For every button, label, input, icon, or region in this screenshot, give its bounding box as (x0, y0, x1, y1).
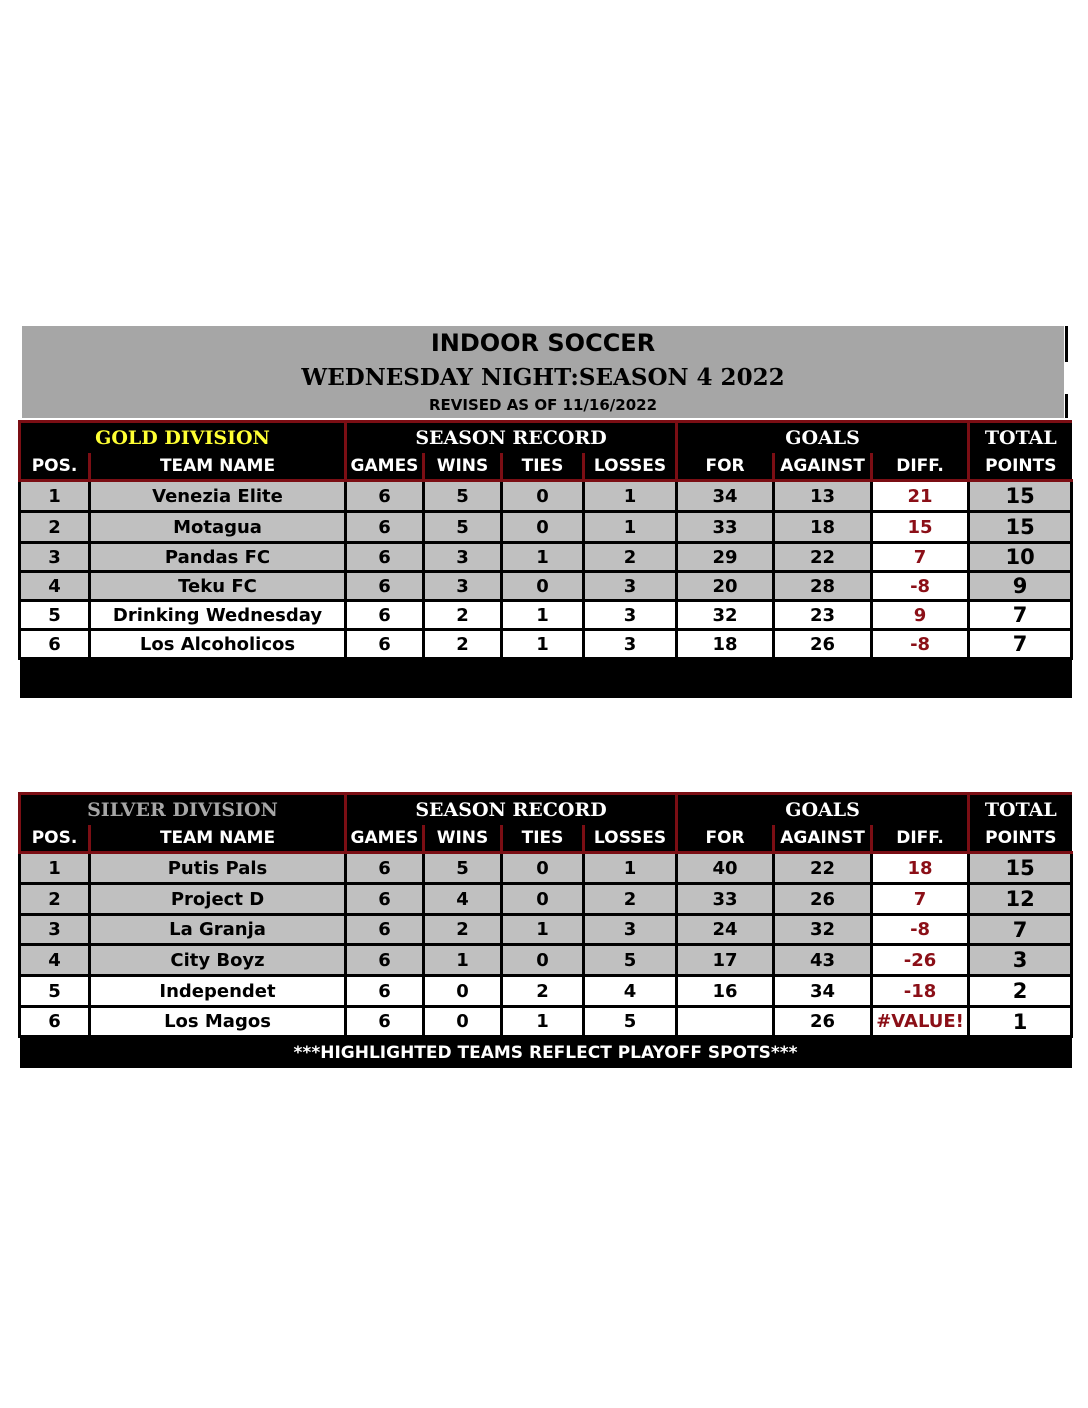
ties-cell: 0 (502, 945, 584, 976)
table-row (20, 1007, 1072, 1037)
goals-for-cell: 18 (677, 630, 774, 659)
wins-cell: 2 (424, 630, 502, 659)
goals-against-cell: 18 (774, 512, 872, 543)
footer-row (20, 1037, 1072, 1069)
pos-cell: 4 (20, 572, 90, 601)
column-header-row (20, 825, 1072, 853)
total-label: TOTAL (969, 422, 1072, 454)
table-row (20, 884, 1072, 915)
games-cell: 6 (346, 572, 424, 601)
team-name-cell: La Granja (90, 915, 346, 945)
col-for: FOR (677, 825, 774, 853)
goals-for-cell: 32 (677, 601, 774, 630)
col-against: AGAINST (774, 825, 872, 853)
losses-cell: 5 (584, 1007, 677, 1037)
goals-for-cell: 40 (677, 853, 774, 884)
points-cell: 10 (969, 543, 1072, 572)
goals-for-cell: 29 (677, 543, 774, 572)
losses-cell: 3 (584, 630, 677, 659)
losses-cell: 2 (584, 884, 677, 915)
silver-rows (20, 853, 1072, 1037)
col-wins: WINS (424, 453, 502, 481)
table-row (20, 512, 1072, 543)
group-header-row (20, 422, 1072, 454)
total-label: TOTAL (969, 794, 1072, 826)
losses-cell: 5 (584, 945, 677, 976)
pos-cell: 4 (20, 945, 90, 976)
points-cell: 7 (969, 601, 1072, 630)
goal-diff-cell: 9 (872, 601, 969, 630)
team-name-cell: City Boyz (90, 945, 346, 976)
goals-for-cell: 24 (677, 915, 774, 945)
goals-against-cell: 34 (774, 976, 872, 1007)
goal-diff-cell: -18 (872, 976, 969, 1007)
table-row (20, 543, 1072, 572)
table-row (20, 976, 1072, 1007)
table-row (20, 481, 1072, 512)
col-ties: TIES (502, 825, 584, 853)
pos-cell: 3 (20, 915, 90, 945)
page-title: INDOOR SOCCER (430, 329, 656, 357)
goal-diff-cell: 7 (872, 884, 969, 915)
filler-bar (20, 659, 1072, 699)
goal-diff-cell: 18 (872, 853, 969, 884)
filler-cell (20, 659, 1072, 699)
games-cell: 6 (346, 630, 424, 659)
col-wins: WINS (424, 825, 502, 853)
table-row (20, 572, 1072, 601)
points-cell: 15 (969, 481, 1072, 512)
group-header-row (20, 794, 1072, 826)
team-name-cell: Project D (90, 884, 346, 915)
wins-cell: 5 (424, 481, 502, 512)
pos-cell: 2 (20, 512, 90, 543)
pos-cell: 1 (20, 481, 90, 512)
wins-cell: 2 (424, 601, 502, 630)
table-row (20, 945, 1072, 976)
goals-for-cell: 33 (677, 884, 774, 915)
silver-division-table (18, 792, 1073, 1068)
col-pos: POS. (20, 453, 90, 481)
wins-cell: 4 (424, 884, 502, 915)
games-cell: 6 (346, 915, 424, 945)
column-header-row (20, 453, 1072, 481)
pos-cell: 1 (20, 853, 90, 884)
wins-cell: 5 (424, 512, 502, 543)
col-against: AGAINST (774, 453, 872, 481)
points-cell: 9 (969, 572, 1072, 601)
goal-diff-cell: -8 (872, 915, 969, 945)
points-cell: 7 (969, 915, 1072, 945)
goals-for-cell: 17 (677, 945, 774, 976)
wins-cell: 0 (424, 976, 502, 1007)
goals-against-cell: 23 (774, 601, 872, 630)
games-cell: 6 (346, 853, 424, 884)
table-row (20, 915, 1072, 945)
losses-cell: 2 (584, 543, 677, 572)
games-cell: 6 (346, 976, 424, 1007)
team-name-cell: Venezia Elite (90, 481, 346, 512)
goal-diff-cell: 15 (872, 512, 969, 543)
goal-diff-cell: #VALUE! (872, 1007, 969, 1037)
goals-against-cell: 28 (774, 572, 872, 601)
col-games: GAMES (346, 453, 424, 481)
wins-cell: 0 (424, 1007, 502, 1037)
season-record-label: SEASON RECORD (346, 422, 677, 454)
playoff-note: ***HIGHLIGHTED TEAMS REFLECT PLAYOFF SPOTS*** (20, 1037, 1072, 1069)
wins-cell: 5 (424, 853, 502, 884)
losses-cell: 1 (584, 481, 677, 512)
goals-for-cell: 33 (677, 512, 774, 543)
losses-cell: 3 (584, 601, 677, 630)
losses-cell: 3 (584, 572, 677, 601)
losses-cell: 4 (584, 976, 677, 1007)
goals-against-cell: 26 (774, 630, 872, 659)
pos-cell: 6 (20, 630, 90, 659)
games-cell: 6 (346, 481, 424, 512)
pos-cell: 5 (20, 601, 90, 630)
team-name-cell: Pandas FC (90, 543, 346, 572)
games-cell: 6 (346, 543, 424, 572)
season-record-label: SEASON RECORD (346, 794, 677, 826)
col-for: FOR (677, 453, 774, 481)
ties-cell: 2 (502, 976, 584, 1007)
col-team-name: TEAM NAME (90, 453, 346, 481)
ties-cell: 0 (502, 884, 584, 915)
points-cell: 15 (969, 853, 1072, 884)
pos-cell: 5 (20, 976, 90, 1007)
ties-cell: 1 (502, 915, 584, 945)
goal-diff-cell: 7 (872, 543, 969, 572)
table-row (20, 630, 1072, 659)
team-name-cell: Putis Pals (90, 853, 346, 884)
goals-against-cell: 32 (774, 915, 872, 945)
col-team-name: TEAM NAME (90, 825, 346, 853)
goals-for-cell: 20 (677, 572, 774, 601)
games-cell: 6 (346, 512, 424, 543)
col-games: GAMES (346, 825, 424, 853)
ties-cell: 0 (502, 853, 584, 884)
col-losses: LOSSES (584, 825, 677, 853)
team-name-cell: Teku FC (90, 572, 346, 601)
wins-cell: 1 (424, 945, 502, 976)
wins-cell: 3 (424, 543, 502, 572)
goals-label: GOALS (677, 422, 969, 454)
goals-against-cell: 26 (774, 1007, 872, 1037)
goals-for-cell: 34 (677, 481, 774, 512)
table-row (20, 853, 1072, 884)
points-cell: 12 (969, 884, 1072, 915)
division-title: SILVER DIVISION (20, 794, 346, 826)
goal-diff-cell: -26 (872, 945, 969, 976)
division-title: GOLD DIVISION (20, 422, 346, 454)
ties-cell: 0 (502, 481, 584, 512)
col-ties: TIES (502, 453, 584, 481)
points-cell: 1 (969, 1007, 1072, 1037)
col-pos: POS. (20, 825, 90, 853)
ties-cell: 1 (502, 601, 584, 630)
col-points: POINTS (969, 453, 1072, 481)
wins-cell: 3 (424, 572, 502, 601)
ties-cell: 1 (502, 543, 584, 572)
ties-cell: 0 (502, 512, 584, 543)
banner-edge (1065, 394, 1068, 418)
banner-edge (1065, 326, 1068, 362)
pos-cell: 6 (20, 1007, 90, 1037)
goals-label: GOALS (677, 794, 969, 826)
pos-cell: 3 (20, 543, 90, 572)
goal-diff-cell: -8 (872, 630, 969, 659)
goals-against-cell: 22 (774, 543, 872, 572)
goals-against-cell: 43 (774, 945, 872, 976)
team-name-cell: Motagua (90, 512, 346, 543)
goals-against-cell: 26 (774, 884, 872, 915)
col-diff: DIFF. (872, 825, 969, 853)
col-diff: DIFF. (872, 453, 969, 481)
losses-cell: 3 (584, 915, 677, 945)
games-cell: 6 (346, 884, 424, 915)
points-cell: 3 (969, 945, 1072, 976)
gold-division-table (18, 420, 1073, 698)
revised-date: REVISED AS OF 11/16/2022 (428, 396, 658, 414)
title-banner (22, 326, 1064, 418)
losses-cell: 1 (584, 853, 677, 884)
points-cell: 2 (969, 976, 1072, 1007)
ties-cell: 1 (502, 630, 584, 659)
points-cell: 15 (969, 512, 1072, 543)
col-points: POINTS (969, 825, 1072, 853)
team-name-cell: Los Alcoholicos (90, 630, 346, 659)
goals-against-cell: 22 (774, 853, 872, 884)
col-losses: LOSSES (584, 453, 677, 481)
goals-against-cell: 13 (774, 481, 872, 512)
goal-diff-cell: 21 (872, 481, 969, 512)
wins-cell: 2 (424, 915, 502, 945)
goal-diff-cell: -8 (872, 572, 969, 601)
games-cell: 6 (346, 601, 424, 630)
team-name-cell: Drinking Wednesday (90, 601, 346, 630)
ties-cell: 0 (502, 572, 584, 601)
ties-cell: 1 (502, 1007, 584, 1037)
team-name-cell: Los Magos (90, 1007, 346, 1037)
losses-cell: 1 (584, 512, 677, 543)
team-name-cell: Independet (90, 976, 346, 1007)
goals-for-cell (677, 1007, 774, 1037)
page-subtitle: WEDNESDAY NIGHT:SEASON 4 2022 (301, 364, 785, 391)
gold-rows (20, 481, 1072, 659)
goals-for-cell: 16 (677, 976, 774, 1007)
games-cell: 6 (346, 1007, 424, 1037)
points-cell: 7 (969, 630, 1072, 659)
games-cell: 6 (346, 945, 424, 976)
table-row (20, 601, 1072, 630)
pos-cell: 2 (20, 884, 90, 915)
